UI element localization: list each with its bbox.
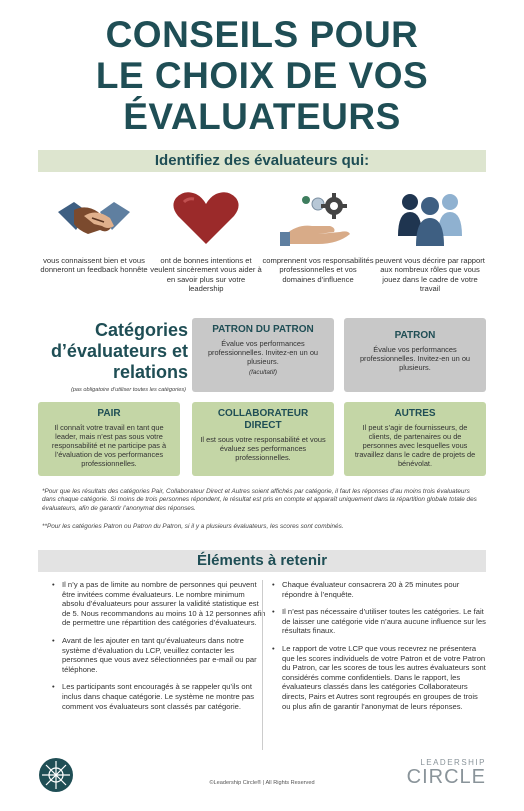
footnote-2: **Pour les catégories Patron ou Patron du Patron, si il y a plusieurs évaluateurs, les scores sont combinés.	[42, 523, 344, 530]
list-item: • Le rapport de votre LCP que vous recevrez ne présentera que les scores individuels de votre Patron et de votre Patron du Patron, car les scores de tous les autres évaluateurs sont considérés comme confidentiels. Dans le rapport, les évaluateurs classés dans les catégories Collaborateurs directs, Pairs et Autres sont regroupés en groupes de trois ou plus afin de garantir l’anonymat de leurs réponses.	[272, 644, 487, 711]
list-item: • Il n’y a pas de limite au nombre de personnes qui peuvent être invitées comme évaluateurs. Le nombre minimum absolu d’évaluateurs pour assurer la validité statistique est de 5. Nous recommandons au moins 10 à 12 personnes afin de permettre une répartition des catégories d’évaluateurs.	[52, 580, 267, 628]
category-title: COLLABORATEUR DIRECT	[217, 408, 309, 431]
identify-item-text: ont de bonnes intentions et veulent sincèrement vous aider à en savoir plus sur votre leadership	[150, 256, 262, 294]
category-peer	[38, 402, 180, 476]
remember-left-column	[52, 580, 267, 719]
category-direct-report	[192, 402, 334, 476]
list-item: • Les participants sont encouragés à se rappeler qu’ils ont inclus dans chaque catégorie. Le système ne montre pas comment vos évaluateurs sont classés par catégorie.	[52, 682, 267, 711]
category-desc: Il connaît votre travail en tant que leader, mais n’est pas sous votre responsabilité et ne participe pas à l’évaluation de vos performances professionnelles.	[51, 423, 167, 468]
group-icon	[390, 190, 470, 248]
categories-title: Catégories d’évaluateurs et relations	[50, 320, 188, 382]
list-item: • Chaque évaluateur consacrera 20 à 25 minutes pour répondre à l’enquête.	[272, 580, 487, 599]
heart-icon	[166, 190, 246, 248]
identify-item-text: peuvent vous décrire par rapport aux nombreux rôles que vous jouez dans le cadre de votre travail	[375, 256, 485, 294]
footnote-1: *Pour que les résultats des catégories Pair, Collaborateur Direct et Autres soient affichés par catégorie, il faut les réponses d’au moins trois évaluateurs dans chaque catégorie. Si moins de trois personnes répondent, le résultat est pris en compte et apparaît uniquement dans la répartition globale totale des évaluateurs, afin de garantir l’anonymat des réponses.	[42, 488, 477, 512]
hand-gears-icon	[278, 190, 358, 248]
list-item: • Il n’est pas nécessaire d’utiliser toutes les catégories. Le fait de laisser une catégorie vide n’aura aucune influence sur les résultats finaux.	[272, 607, 487, 636]
identify-item-text: vous connaissent bien et vous donneront un feedback honnête	[40, 256, 148, 275]
title-line-1: CONSEILS POUR	[105, 14, 419, 55]
remember-right-column	[272, 580, 487, 719]
brand-bottom: CIRCLE	[406, 766, 486, 788]
list-item: • Avant de les ajouter en tant qu’évaluateurs dans notre système d’évaluation du LCP, veuillez contacter les personnes que vous avez sélectionnées par e-mail ou par téléphone.	[52, 636, 267, 674]
identify-item-2	[150, 190, 262, 294]
remember-heading: Éléments à retenir	[38, 550, 486, 572]
category-desc: Il est sous votre responsabilité et vous évaluez ses performances professionnelles.	[200, 435, 326, 462]
identify-item-3	[262, 190, 374, 284]
category-boss	[344, 318, 486, 392]
identify-item-4	[374, 190, 486, 294]
category-optional: (facultatif)	[248, 369, 278, 376]
leadership-circle-logo-icon	[38, 757, 74, 793]
copyright-text: ©Leadership Circle® | All Rights Reserved	[209, 780, 315, 786]
category-desc: Évalue vos performances professionnelles. Invitez-en un ou plusieurs.	[359, 345, 471, 372]
category-title: PATRON	[394, 330, 436, 341]
categories-note: (pas obligatoire d’utiliser toutes les catégories)	[70, 387, 186, 393]
column-divider	[262, 580, 263, 750]
category-boss-of-boss	[192, 318, 334, 392]
handshake-icon	[54, 190, 134, 248]
category-desc: Il peut s’agir de fournisseurs, de clients, de partenaires ou de personnes avec lesquelles vous travaillez dans le cadre de projets de bénévolat.	[354, 423, 476, 468]
title-line-3: ÉVALUATEURS	[123, 96, 401, 137]
category-others	[344, 402, 486, 476]
page-title	[0, 14, 524, 137]
identify-item-text: comprennent vos responsabilités professionnelles et vos domaines d’influence	[262, 256, 374, 284]
category-title: PATRON DU PATRON	[212, 324, 314, 335]
category-title: AUTRES	[394, 408, 436, 419]
brand-logo	[407, 758, 486, 787]
identify-heading: Identifiez des évaluateurs qui:	[38, 150, 486, 172]
category-title: PAIR	[97, 408, 121, 419]
category-desc: Évalue vos performances professionnelles. Invitez-en un ou plusieurs.	[207, 339, 319, 366]
identify-icons-row	[38, 190, 486, 300]
identify-item-1	[38, 190, 150, 275]
title-line-2: LE CHOIX DE VOS	[95, 55, 429, 96]
brand-top: LEADERSHIP	[420, 758, 486, 767]
